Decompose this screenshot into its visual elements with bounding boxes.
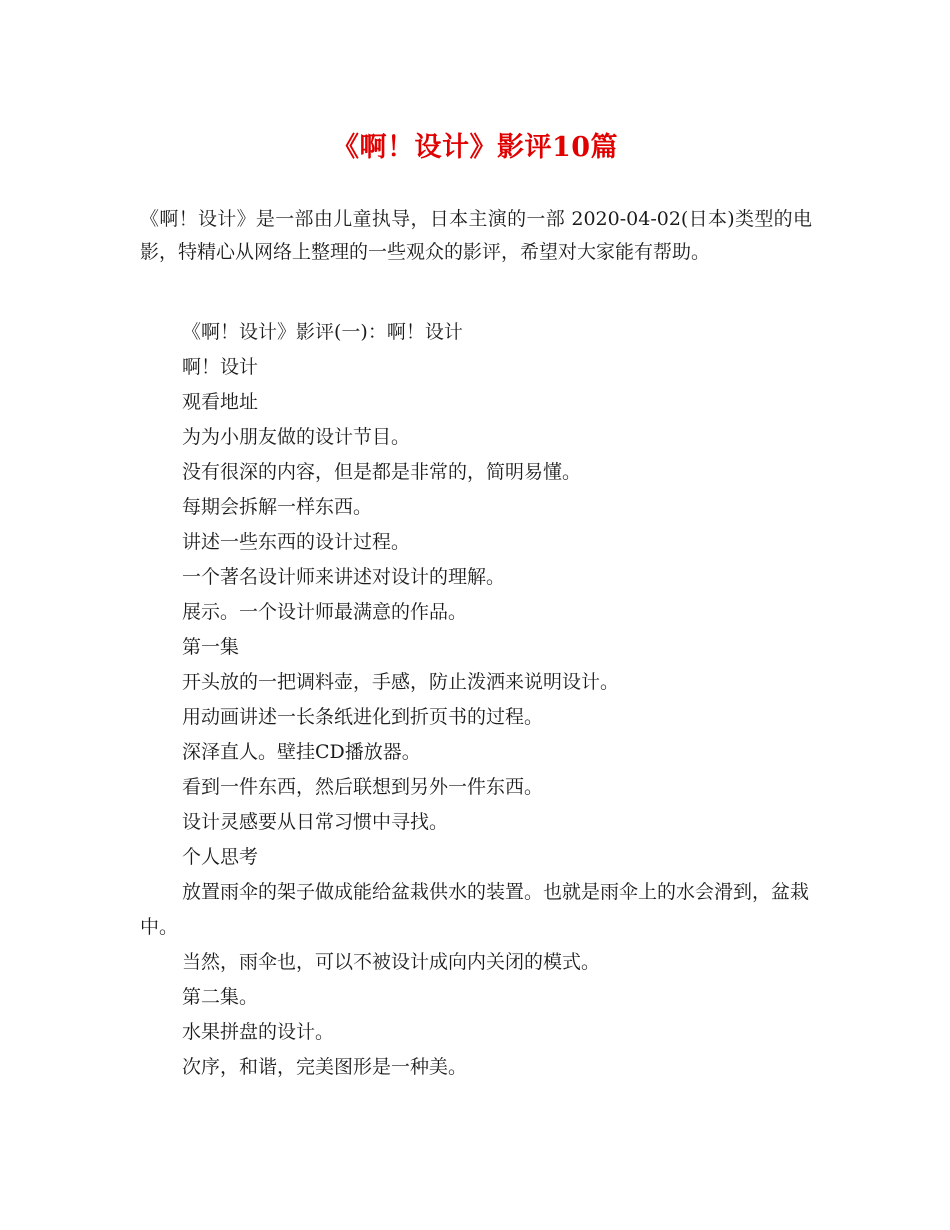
paragraph: 每期会拆解一样东西。 [182,496,373,518]
paragraph: 看到一件东西，然后联想到另外一件东西。 [182,776,544,798]
paragraph: 第二集。 [182,986,259,1008]
paragraph: 用动画讲述一长条纸进化到折页书的过程。 [182,706,544,728]
paragraph: 为为小朋友做的设计节目。 [182,426,411,448]
paragraph: 一个著名设计师来讲述对设计的理解。 [182,566,506,588]
paragraph: 《啊！设计》影评(一)：啊！设计 [182,321,463,343]
paragraph: 深泽直人。壁挂CD播放器。 [182,741,421,763]
review-body [140,315,812,1085]
paragraph: 啊！设计 [182,356,259,378]
paragraph: 水果拼盘的设计。 [182,1021,335,1043]
paragraph: 讲述一些东西的设计过程。 [182,531,411,553]
paragraph: 观看地址 [182,391,259,413]
paragraph: 设计灵感要从日常习惯中寻找。 [182,811,449,833]
paragraph: 次序，和谐，完美图形是一种美。 [182,1056,468,1078]
intro-paragraph: 《啊！设计》是一部由儿童执导，日本主演的一部 2020-04-02(日本)类型的电影，特精心从网络上整理的一些观众的影评，希望对大家能有帮助。 [140,208,812,263]
paragraph: 个人思考 [182,846,259,868]
paragraph: 没有很深的内容，但是都是非常的，简明易懂。 [182,461,582,483]
paragraph: 展示。一个设计师最满意的作品。 [182,601,468,623]
paragraph: 开头放的一把调料壶，手感，防止泼洒来说明设计。 [182,671,620,693]
paragraph: 放置雨伞的架子做成能给盆栽供水的装置。也就是雨伞上的水会滑到，盆栽中。 [140,881,810,938]
document-title: 《啊！设计》影评10篇 [331,132,619,163]
paragraph: 当然，雨伞也，可以不被设计成向内关闭的模式。 [182,951,601,973]
paragraph: 第一集 [182,636,240,658]
